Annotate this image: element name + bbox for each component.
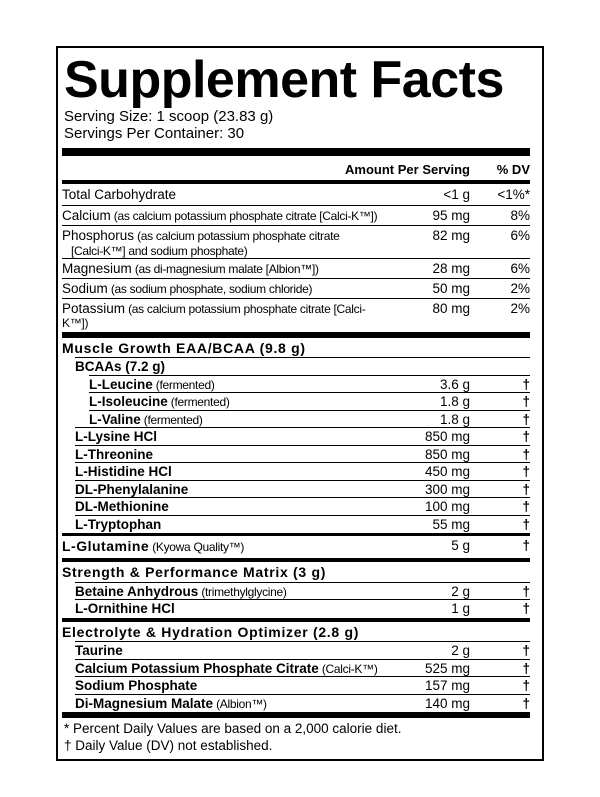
amount-per-serving-value: <1 g: [443, 187, 470, 202]
amount-per-serving-value: 2 g: [451, 583, 470, 599]
ingredient-label: [75, 697, 395, 712]
section-divider: [62, 332, 530, 338]
ingredient-name: L-Histidine HCl: [75, 464, 172, 479]
ingredient-label: [62, 625, 395, 641]
ingredient-row: [75, 641, 530, 659]
ingredient-name: DL-Methionine: [75, 499, 169, 514]
ingredient-name: Phosphorus: [62, 228, 135, 243]
daily-value: †: [522, 538, 530, 553]
ingredient-row: [75, 515, 530, 533]
ingredient-source: (fermented): [140, 412, 203, 427]
thick-divider-top: [62, 148, 530, 156]
amount-per-serving-value: 450 mg: [424, 464, 470, 479]
ingredient-source: (as calcium potassium phosphate citrate [Calci-K™]): [110, 209, 378, 223]
footnotes: [64, 721, 530, 754]
ingredient-row: [75, 427, 530, 445]
ingredient-label: [62, 302, 395, 331]
ingredient-name: L-Valine: [89, 411, 141, 427]
ingredient-name: BCAAs (7.2 g): [75, 359, 166, 374]
section-divider: [62, 558, 530, 562]
daily-value: †: [522, 678, 530, 693]
ingredient-row: [62, 258, 530, 278]
ingredient-name: Calcium: [62, 208, 111, 223]
amount-per-serving-value: 95 mg: [432, 208, 470, 223]
ingredient-label: [75, 360, 395, 375]
ingredient-label: [62, 209, 395, 224]
ingredient-source: (Albion™): [213, 696, 267, 711]
ingredient-row: [75, 445, 530, 463]
amount-per-serving-value: 157 mg: [424, 678, 470, 693]
daily-value: 6%: [510, 260, 530, 276]
amount-per-serving-value: 3.6 g: [439, 376, 470, 392]
ingredient-name: Strength & Performance Matrix (3 g): [62, 564, 327, 580]
ingredient-row: [62, 225, 530, 258]
ingredient-label: [75, 465, 395, 480]
daily-value: †: [522, 429, 530, 444]
ingredient-source-line2: [Calci-K™] and sodium phosphate): [71, 243, 248, 258]
ingredient-name: Total Carbohydrate: [62, 187, 177, 202]
daily-value: †: [522, 583, 530, 599]
ingredient-source: (Kyowa Quality™): [149, 540, 245, 554]
amount-per-serving-value: 82 mg: [432, 228, 470, 243]
daily-value: 6%: [510, 228, 530, 243]
daily-value: 2%: [510, 280, 530, 296]
amount-per-serving-value: 300 mg: [424, 481, 470, 497]
ingredient-label: [75, 662, 395, 677]
daily-value: 8%: [510, 208, 530, 223]
amount-per-serving-value: 55 mg: [432, 516, 470, 532]
ingredient-name: L-Isoleucine: [89, 394, 168, 409]
ingredient-name: Electrolyte & Hydration Optimizer (2.8 g): [62, 623, 360, 640]
ingredient-label: [62, 262, 395, 277]
ingredient-row: [89, 410, 530, 428]
ingredient-row: [75, 497, 530, 515]
ingredient-label: [75, 679, 395, 694]
ingredient-label: [62, 282, 395, 297]
ingredient-label: [62, 539, 395, 555]
ingredient-row: [62, 298, 530, 331]
amount-column-header: Amount Per Serving: [345, 162, 470, 177]
amount-per-serving-value: 100 mg: [424, 499, 470, 514]
ingredient-label: [75, 483, 395, 498]
amount-per-serving-value: 140 mg: [424, 695, 470, 711]
amount-per-serving-value: 50 mg: [432, 280, 470, 296]
ingredient-name: Calcium Potassium Phosphate Citrate: [75, 660, 319, 676]
ingredient-source: (Calci-K™): [318, 661, 378, 676]
amount-per-serving-value: 850 mg: [424, 429, 470, 444]
ingredient-label: [75, 518, 395, 533]
amount-per-serving-value: 525 mg: [424, 660, 470, 676]
ingredient-name: L-Threonine: [75, 446, 153, 462]
ingredient-row: [62, 537, 530, 557]
amount-per-serving-value: 1 g: [451, 601, 470, 616]
daily-value: †: [522, 695, 530, 711]
ingredient-source: (trimethylglycine): [198, 584, 287, 599]
ingredient-name: DL-Phenylalanine: [75, 481, 189, 497]
ingredient-label: [75, 585, 395, 600]
ingredient-name: Potassium: [62, 300, 126, 316]
ingredient-name: L-Ornithine HCl: [75, 601, 175, 616]
ingredient-source: (fermented): [152, 377, 215, 392]
daily-value: †: [522, 516, 530, 532]
ingredient-label: [62, 188, 395, 203]
footnote-dv-not-established: † Daily Value (DV) not established.: [64, 737, 273, 753]
section-header-row: [62, 339, 530, 358]
ingredient-label: [75, 448, 395, 463]
ingredient-source: (as calcium potassium phosphate citrate: [134, 229, 340, 243]
amount-per-serving-value: 28 mg: [432, 260, 470, 276]
amount-per-serving-value: 5 g: [451, 538, 470, 553]
ingredient-source: (as calcium potassium phosphate citrate [Calci-K™]): [62, 301, 366, 330]
ingredient-source: (as sodium phosphate, sodium chloride): [107, 281, 313, 296]
ingredient-label: [75, 500, 395, 515]
daily-value: †: [522, 481, 530, 497]
servings-per-container: Servings Per Container: 30: [64, 125, 245, 142]
ingredient-name: L-Leucine: [89, 376, 153, 392]
ingredient-label: [75, 602, 395, 617]
ingredient-row: [75, 357, 530, 375]
daily-value: †: [522, 446, 530, 462]
ingredient-name: Betaine Anhydrous: [75, 583, 199, 599]
ingredient-row: [62, 205, 530, 225]
section-header-row: [62, 563, 530, 582]
ingredient-row: [75, 462, 530, 480]
ingredient-row: [89, 392, 530, 410]
daily-value: †: [522, 394, 530, 409]
ingredient-name: Magnesium: [62, 260, 132, 276]
daily-value: †: [522, 643, 530, 658]
ingredient-row: [75, 694, 530, 712]
amount-per-serving-value: 1.8 g: [439, 411, 470, 427]
amount-per-serving-value: 1.8 g: [439, 394, 470, 409]
amount-per-serving-value: 2 g: [451, 643, 470, 658]
ingredient-name: L-Lysine HCl: [75, 429, 158, 444]
ingredient-name: Di-Magnesium Malate: [75, 695, 214, 711]
ingredient-row: [89, 375, 530, 393]
amount-per-serving-value: 850 mg: [424, 446, 470, 462]
header-divider: [62, 180, 530, 184]
ingredient-label: [89, 413, 395, 428]
ingredient-row: [75, 582, 530, 600]
ingredient-row: [62, 278, 530, 298]
thick-divider-bottom: [62, 712, 530, 718]
section-header-row: [62, 623, 530, 642]
ingredient-row: [75, 480, 530, 498]
label-title: Supplement Facts: [64, 51, 504, 109]
ingredient-label: [62, 565, 395, 581]
serving-size: Serving Size: 1 scoop (23.83 g): [64, 108, 274, 125]
ingredient-label: [75, 644, 395, 659]
daily-value: 2%: [510, 300, 530, 316]
ingredient-label: [62, 341, 395, 357]
ingredient-name: Sodium: [62, 280, 108, 296]
ingredient-rows: [62, 185, 530, 711]
dv-column-header: % DV: [496, 162, 530, 177]
ingredient-source: (fermented): [167, 395, 230, 409]
ingredient-row: [75, 676, 530, 694]
section-divider: [62, 618, 530, 622]
ingredient-name: Muscle Growth EAA/BCAA (9.8 g): [62, 339, 306, 356]
ingredient-name: Sodium Phosphate: [75, 678, 198, 693]
ingredient-name: L-Glutamine: [62, 538, 150, 554]
ingredient-label: [89, 378, 395, 393]
daily-value: †: [522, 376, 530, 392]
daily-value: †: [522, 411, 530, 427]
ingredient-row: [75, 599, 530, 617]
ingredient-row: [75, 659, 530, 677]
daily-value: †: [522, 464, 530, 479]
column-header-row: [62, 156, 530, 179]
ingredient-name: Taurine: [75, 643, 123, 658]
amount-per-serving-value: 80 mg: [432, 300, 470, 316]
daily-value: †: [522, 601, 530, 616]
ingredient-name: L-Tryptophan: [75, 516, 162, 532]
daily-value: <1%*: [497, 187, 530, 202]
daily-value: †: [522, 499, 530, 514]
ingredient-label: [62, 229, 395, 258]
ingredient-label: [75, 430, 395, 445]
daily-value: †: [522, 660, 530, 676]
footnote-daily-value: * Percent Daily Values are based on a 2,000 calorie diet.: [64, 721, 402, 736]
ingredient-row: [62, 185, 530, 205]
section-divider: [62, 533, 530, 536]
supplement-facts-label: [56, 46, 544, 761]
ingredient-source: (as di-magnesium malate [Albion™]): [131, 261, 319, 276]
ingredient-label: [89, 395, 395, 410]
